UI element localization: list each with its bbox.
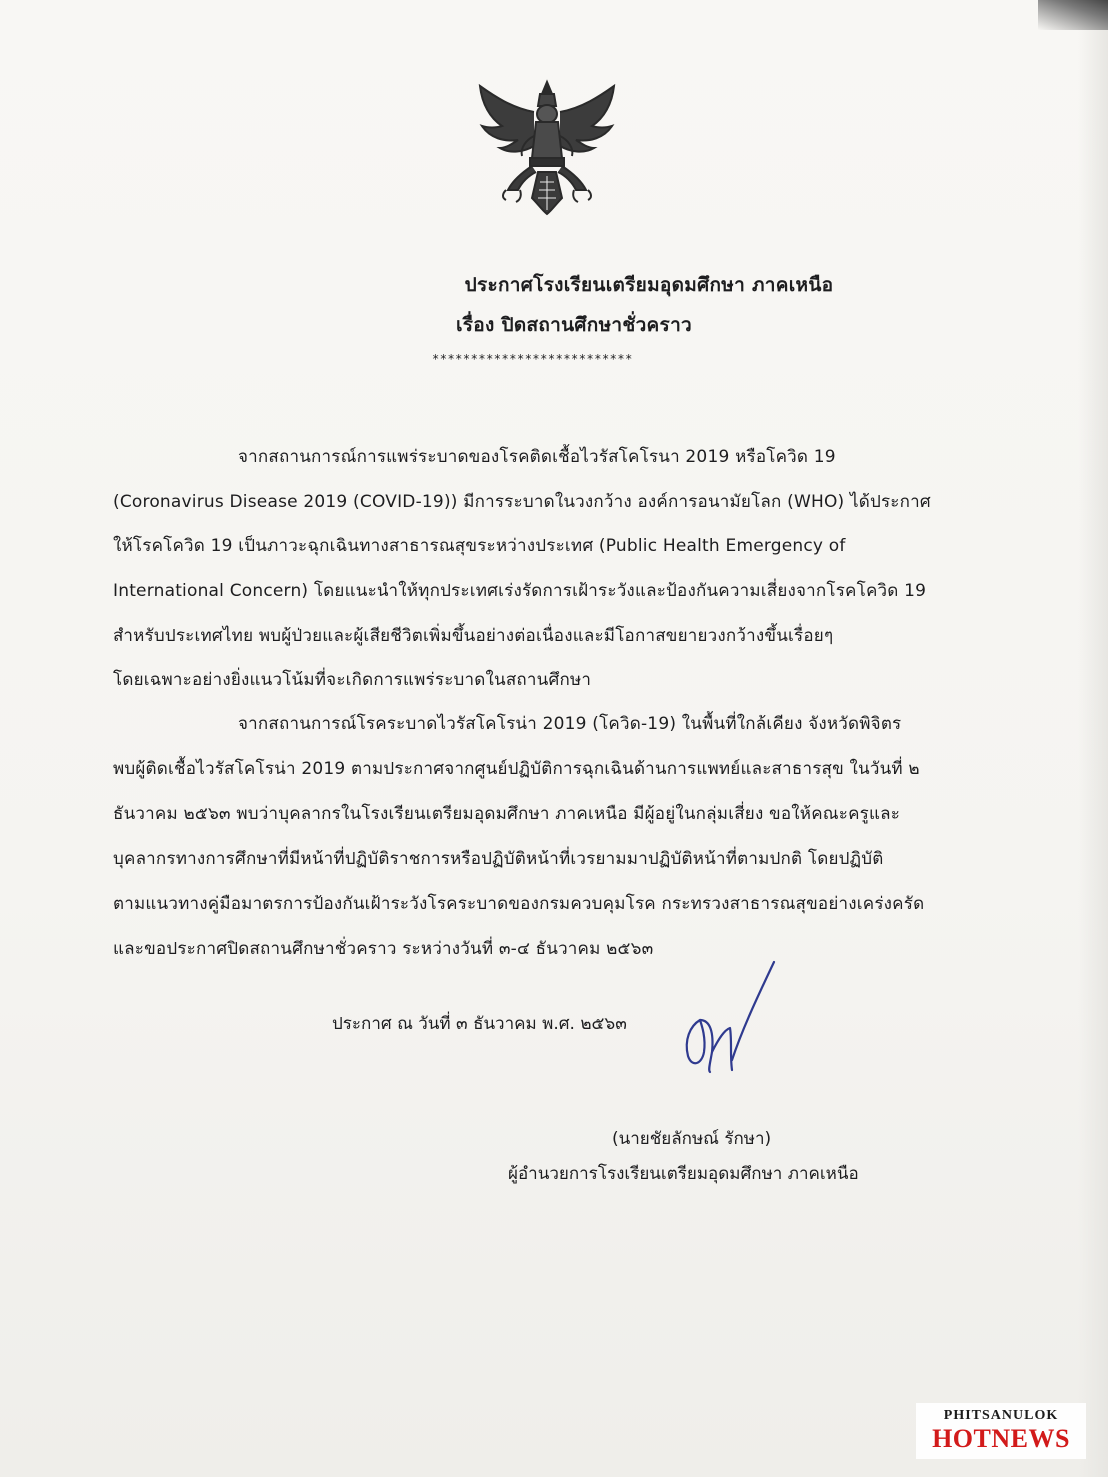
body-line: จากสถานการณ์การแพร่ระบาดของโรคติดเชื้อไวรัสโคโรนา 2019 หรือโควิด 19 [238,447,836,467]
garuda-emblem-icon [472,78,622,218]
watermark-top-text: PHITSANULOK [943,1408,1059,1423]
body-line: (Coronavirus Disease 2019 (COVID-19)) มีการระบาดในวงกว้าง องค์การอนามัยโลก (WHO) ได้ประกาศ [113,492,931,512]
announcement-title: ประกาศโรงเรียนเตรียมอุดมศึกษา ภาคเหนือ [464,274,834,296]
signer-position: ผู้อำนวยการโรงเรียนเตรียมอุดมศึกษา ภาคเหนือ [508,1164,859,1184]
body-line: จากสถานการณ์โรคระบาดไวรัสโคโรน่า 2019 (โควิด-19) ในพื้นที่ใกล้เคียง จังหวัดพิจิตร [238,714,902,734]
background-corner [1038,0,1108,30]
announcement-subject: เรื่อง ปิดสถานศึกษาชั่วคราว [455,314,693,336]
body-line: บุคลากรทางการศึกษาที่มีหน้าที่ปฏิบัติราชการหรือปฏิบัติหน้าที่เวรยามมาปฏิบัติหน้าที่ตามปกติ โดยปฏิบัติ [113,849,884,869]
body-line: โดยเฉพาะอย่างยิ่งแนวโน้มที่จะเกิดการแพร่ระบาดในสถานศึกษา [113,670,592,690]
body-line: พบผู้ติดเชื้อไวรัสโคโรน่า 2019 ตามประกาศจากศูนย์ปฏิบัติการฉุกเฉินด้านการแพทย์และสาธารสุข ในวันที่ ๒ [113,759,920,779]
watermark-bottom-text: HOTNEWS [932,1424,1070,1453]
body-line: ตามแนวทางคู่มือมาตรการป้องกันเฝ้าระวังโรคระบาดของกรมควบคุมโรค กระทรวงสาธารณสุขอย่างเคร่งครัด [113,894,925,914]
title-separator: ************************** [432,352,633,366]
body-line: สำหรับประเทศไทย พบผู้ป่วยและผู้เสียชีวิตเพิ่มขึ้นอย่างต่อเนื่องและมีโอกาสขยายวงกว้างขึ้นเรื่อยๆ [113,626,834,646]
news-watermark [916,1403,1086,1459]
signer-name: (นายชัยลักษณ์ รักษา) [612,1129,772,1149]
announcement-date: ประกาศ ณ วันที่ ๓ ธันวาคม พ.ศ. ๒๕๖๓ [332,1014,627,1034]
body-line: และขอประกาศปิดสถานศึกษาชั่วคราว ระหว่างวันที่ ๓-๔ ธันวาคม ๒๕๖๓ [113,939,654,959]
body-line: ธันวาคม ๒๕๖๓ พบว่าบุคลากรในโรงเรียนเตรียมอุดมศึกษา ภาคเหนือ มีผู้อยู่ในกลุ่มเสี่ยง ขอให้คณะครูและ [113,804,901,824]
paper-edge-shadow [1078,0,1108,1477]
body-line: International Concern) โดยแนะนำให้ทุกประเทศเร่งรัดการเฝ้าระวังและป้องกันความเสี่ยงจากโรคโควิด 19 [113,581,927,601]
handwritten-signature [648,960,788,1080]
body-line: ให้โรคโควิด 19 เป็นภาวะฉุกเฉินทางสาธารณสุขระหว่างประเทศ (Public Health Emergency of [113,536,846,556]
